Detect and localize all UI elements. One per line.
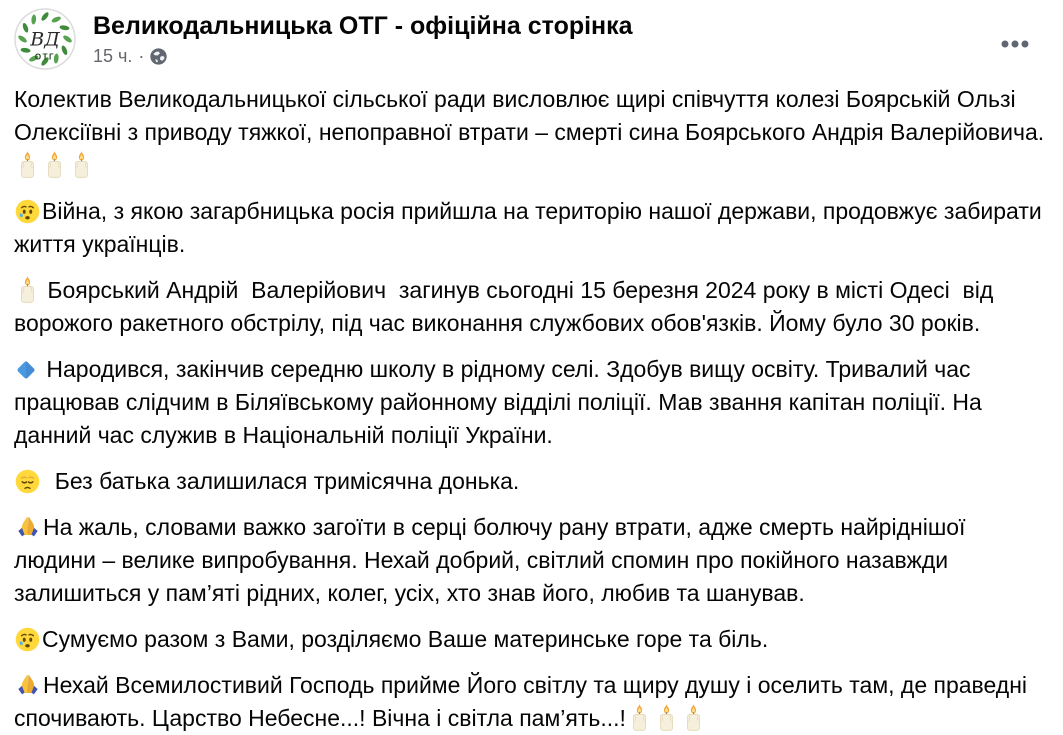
pensive-face-emoji <box>15 469 40 494</box>
candle-emoji <box>72 150 91 178</box>
meta-separator: · <box>138 46 145 67</box>
candle-emoji <box>18 150 37 178</box>
post-text: Народився, закінчив середню школу в рідному селі. Здобув вищу освіту. Тривалий час працював слідчим в Біляївському районному відділі поліції. Мав звання капітан поліції. На данний час служив в Національній поліції України. <box>14 356 989 448</box>
post-paragraph <box>14 353 1049 452</box>
folded-hands-emoji <box>15 672 41 698</box>
folded-hands-emoji <box>15 514 41 540</box>
page-name-link[interactable]: Великодальницька ОТГ - офіційна сторінка <box>93 12 633 40</box>
page-avatar[interactable] <box>14 8 76 70</box>
candle-emoji <box>684 703 703 731</box>
post-paragraph <box>14 195 1049 261</box>
post-paragraph <box>14 465 1049 498</box>
candle-emoji <box>630 703 649 731</box>
blue-diamond-emoji <box>14 358 38 382</box>
post-paragraph <box>14 623 1049 656</box>
post-paragraph <box>14 83 1049 182</box>
post-text: Без батька залишилася тримісячна донька. <box>42 468 520 494</box>
sad-tear-face-emoji <box>15 627 40 652</box>
ellipsis-icon <box>1001 35 1029 52</box>
wreath-logo-icon <box>14 8 76 70</box>
post-paragraph <box>14 669 1049 735</box>
post-header <box>0 0 1063 70</box>
post-text: Боярський Андрій Валерійович загинув сьогодні 15 березня 2024 року в місті Одесі від ворожого ракетного обстрілу, під час виконання службових обов'язків. Йому було 30 років. <box>14 277 1000 336</box>
post-header-meta <box>93 8 633 67</box>
globe-icon <box>150 48 167 65</box>
candle-emoji <box>657 703 676 731</box>
avatar-subtext: ОТГ <box>34 52 56 62</box>
post-timestamp[interactable]: 15 ч. <box>93 46 133 67</box>
post-paragraph <box>14 511 1049 610</box>
candle-emoji <box>45 150 64 178</box>
post-text: На жаль, словами важко загоїти в серці болючу рану втрати, адже смерть найріднішої людини – велике випробування. Нехай добрий, світлий спомин про покійного назавжди залишиться у пам’яті рідних, колег, усіх, хто знав його, любив та шанував. <box>14 514 972 606</box>
post-text: Колектив Великодальницької сільської ради висловлює щирі співчуття колезі Боярській Ользі Олексіївні з приводу тяжкої, непоправної втрати – смерті сина Боярського Андрія Валерійовича. <box>14 86 1051 145</box>
post-options-button[interactable] <box>997 36 1033 52</box>
post-text: Нехай Всемилостивий Господь прийме Його світлу та щиру душу і оселить там, де праведні спочивають. Царство Небесне...! Вічна і світла пам’ять...! <box>14 672 1034 731</box>
post-text: Війна, з якою загарбницька росія прийшла на територію нашої держави, продовжує забирати життя українців. <box>14 198 1049 257</box>
sad-tear-face-emoji <box>15 199 40 224</box>
post-paragraph <box>14 274 1049 340</box>
post-text: Сумуємо разом з Вами, розділяємо Ваше материнське горе та біль. <box>42 626 769 652</box>
candle-emoji <box>18 275 37 303</box>
post-meta-row <box>93 46 633 67</box>
post-content <box>0 70 1063 735</box>
avatar-monogram: ВД <box>30 28 60 51</box>
